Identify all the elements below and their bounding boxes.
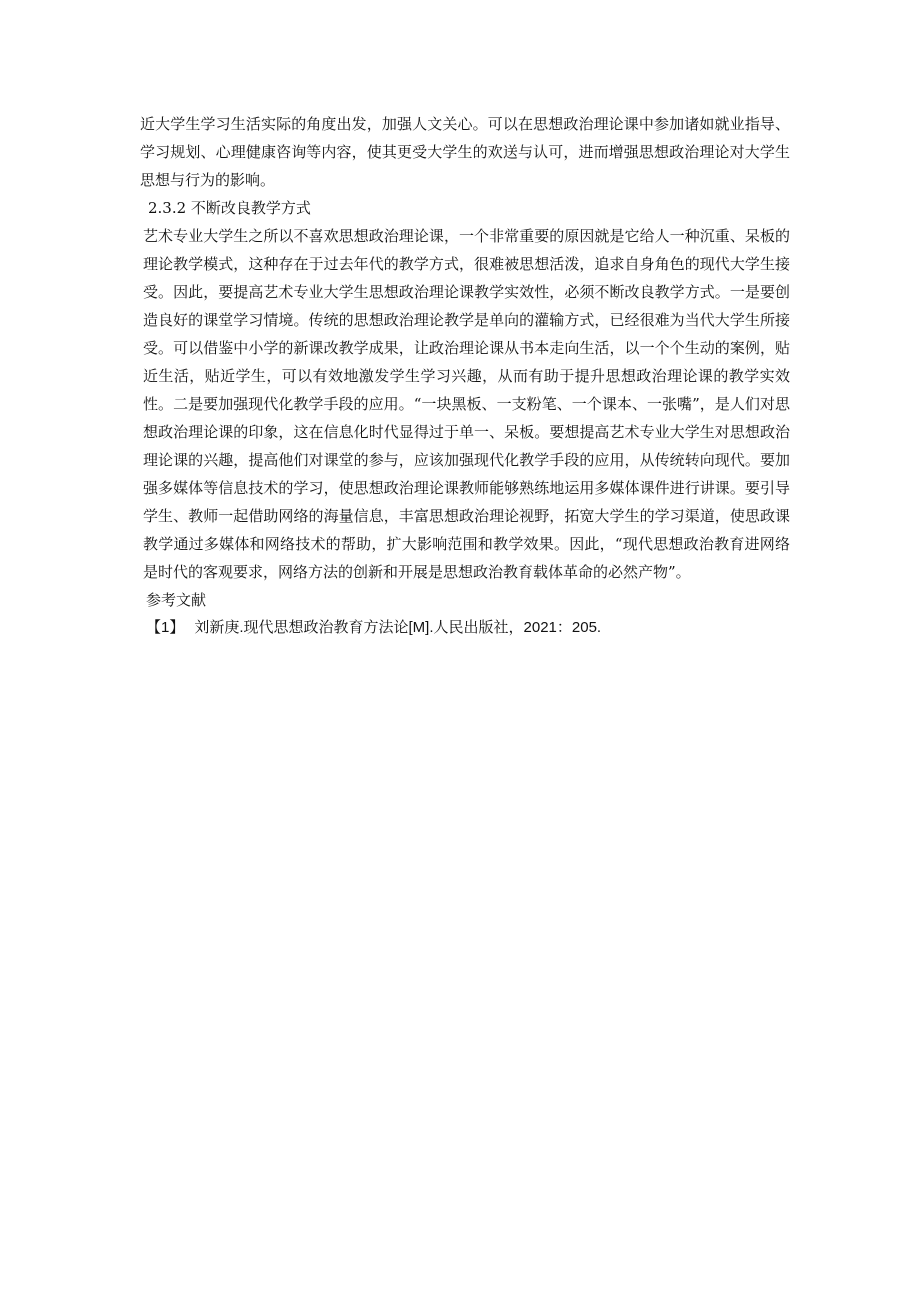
references-title: 参考文献	[146, 591, 207, 609]
reference-text: 刘新庚.现代思想政治教育方法论[M].人民出版社，2021：205.	[194, 619, 602, 636]
reference-item	[140, 614, 790, 642]
body-paragraph: 艺术专业大学生之所以不喜欢思想政治理论课，一个非常重要的原因就是它给人一种沉重、呆板的理论教学模式，这种存在于过去年代的教学方式，很难被思想活泼，追求自身角色的现代大学生接受。因此，要提高艺术专业大学生思想政治理论课教学实效性，必须不断改良教学方式。一是要创造良好的课堂学习情境。传统的思想政治理论教学是单向的灌输方式，已经很难为当代大学生所接受。可以借鉴中小学的新课改教学成果，让政治理论课从书本走向生活，以一个个生动的案例，贴近生活，贴近学生，可以有效地激发学生学习兴趣，从而有助于提升思想政治理论课的教学实效性。二是要加强现代化教学手段的应用。“一块黑板、一支粉笔、一个课本、一张嘴”，是人们对思想政治理论课的印象，这在信息化时代显得过于单一、呆板。要想提高艺术专业大学生对思想政治理论课的兴趣，提高他们对课堂的参与，应该加强现代化教学手段的应用，从传统转向现代。要加强多媒体等信息技术的学习，使思想政治理论课教师能够熟练地运用多媒体课件进行讲课。要引导学生、教师一起借助网络的海量信息，丰富思想政治理论视野，拓宽大学生的学习渠道，使思政课教学通过多媒体和网络技术的帮助，扩大影响范围和教学效果。因此，“现代思想政治教育进网络是时代的客观要求，网络方法的创新和开展是思想政治教育载体革命的必然产物”。	[143, 227, 790, 581]
body-paragraph: 近大学生学习生活实际的角度出发，加强人文关心。可以在思想政治理论课中参加诸如就业指导、学习规划、心理健康咨询等内容，使其更受大学生的欢送与认可，进而增强思想政治理论对大学生思想与行为的影响。	[140, 115, 790, 189]
reference-number: 【1】	[146, 619, 185, 636]
section-heading: 2.3.2 不断改良教学方式	[148, 199, 311, 217]
document-page	[140, 110, 790, 642]
